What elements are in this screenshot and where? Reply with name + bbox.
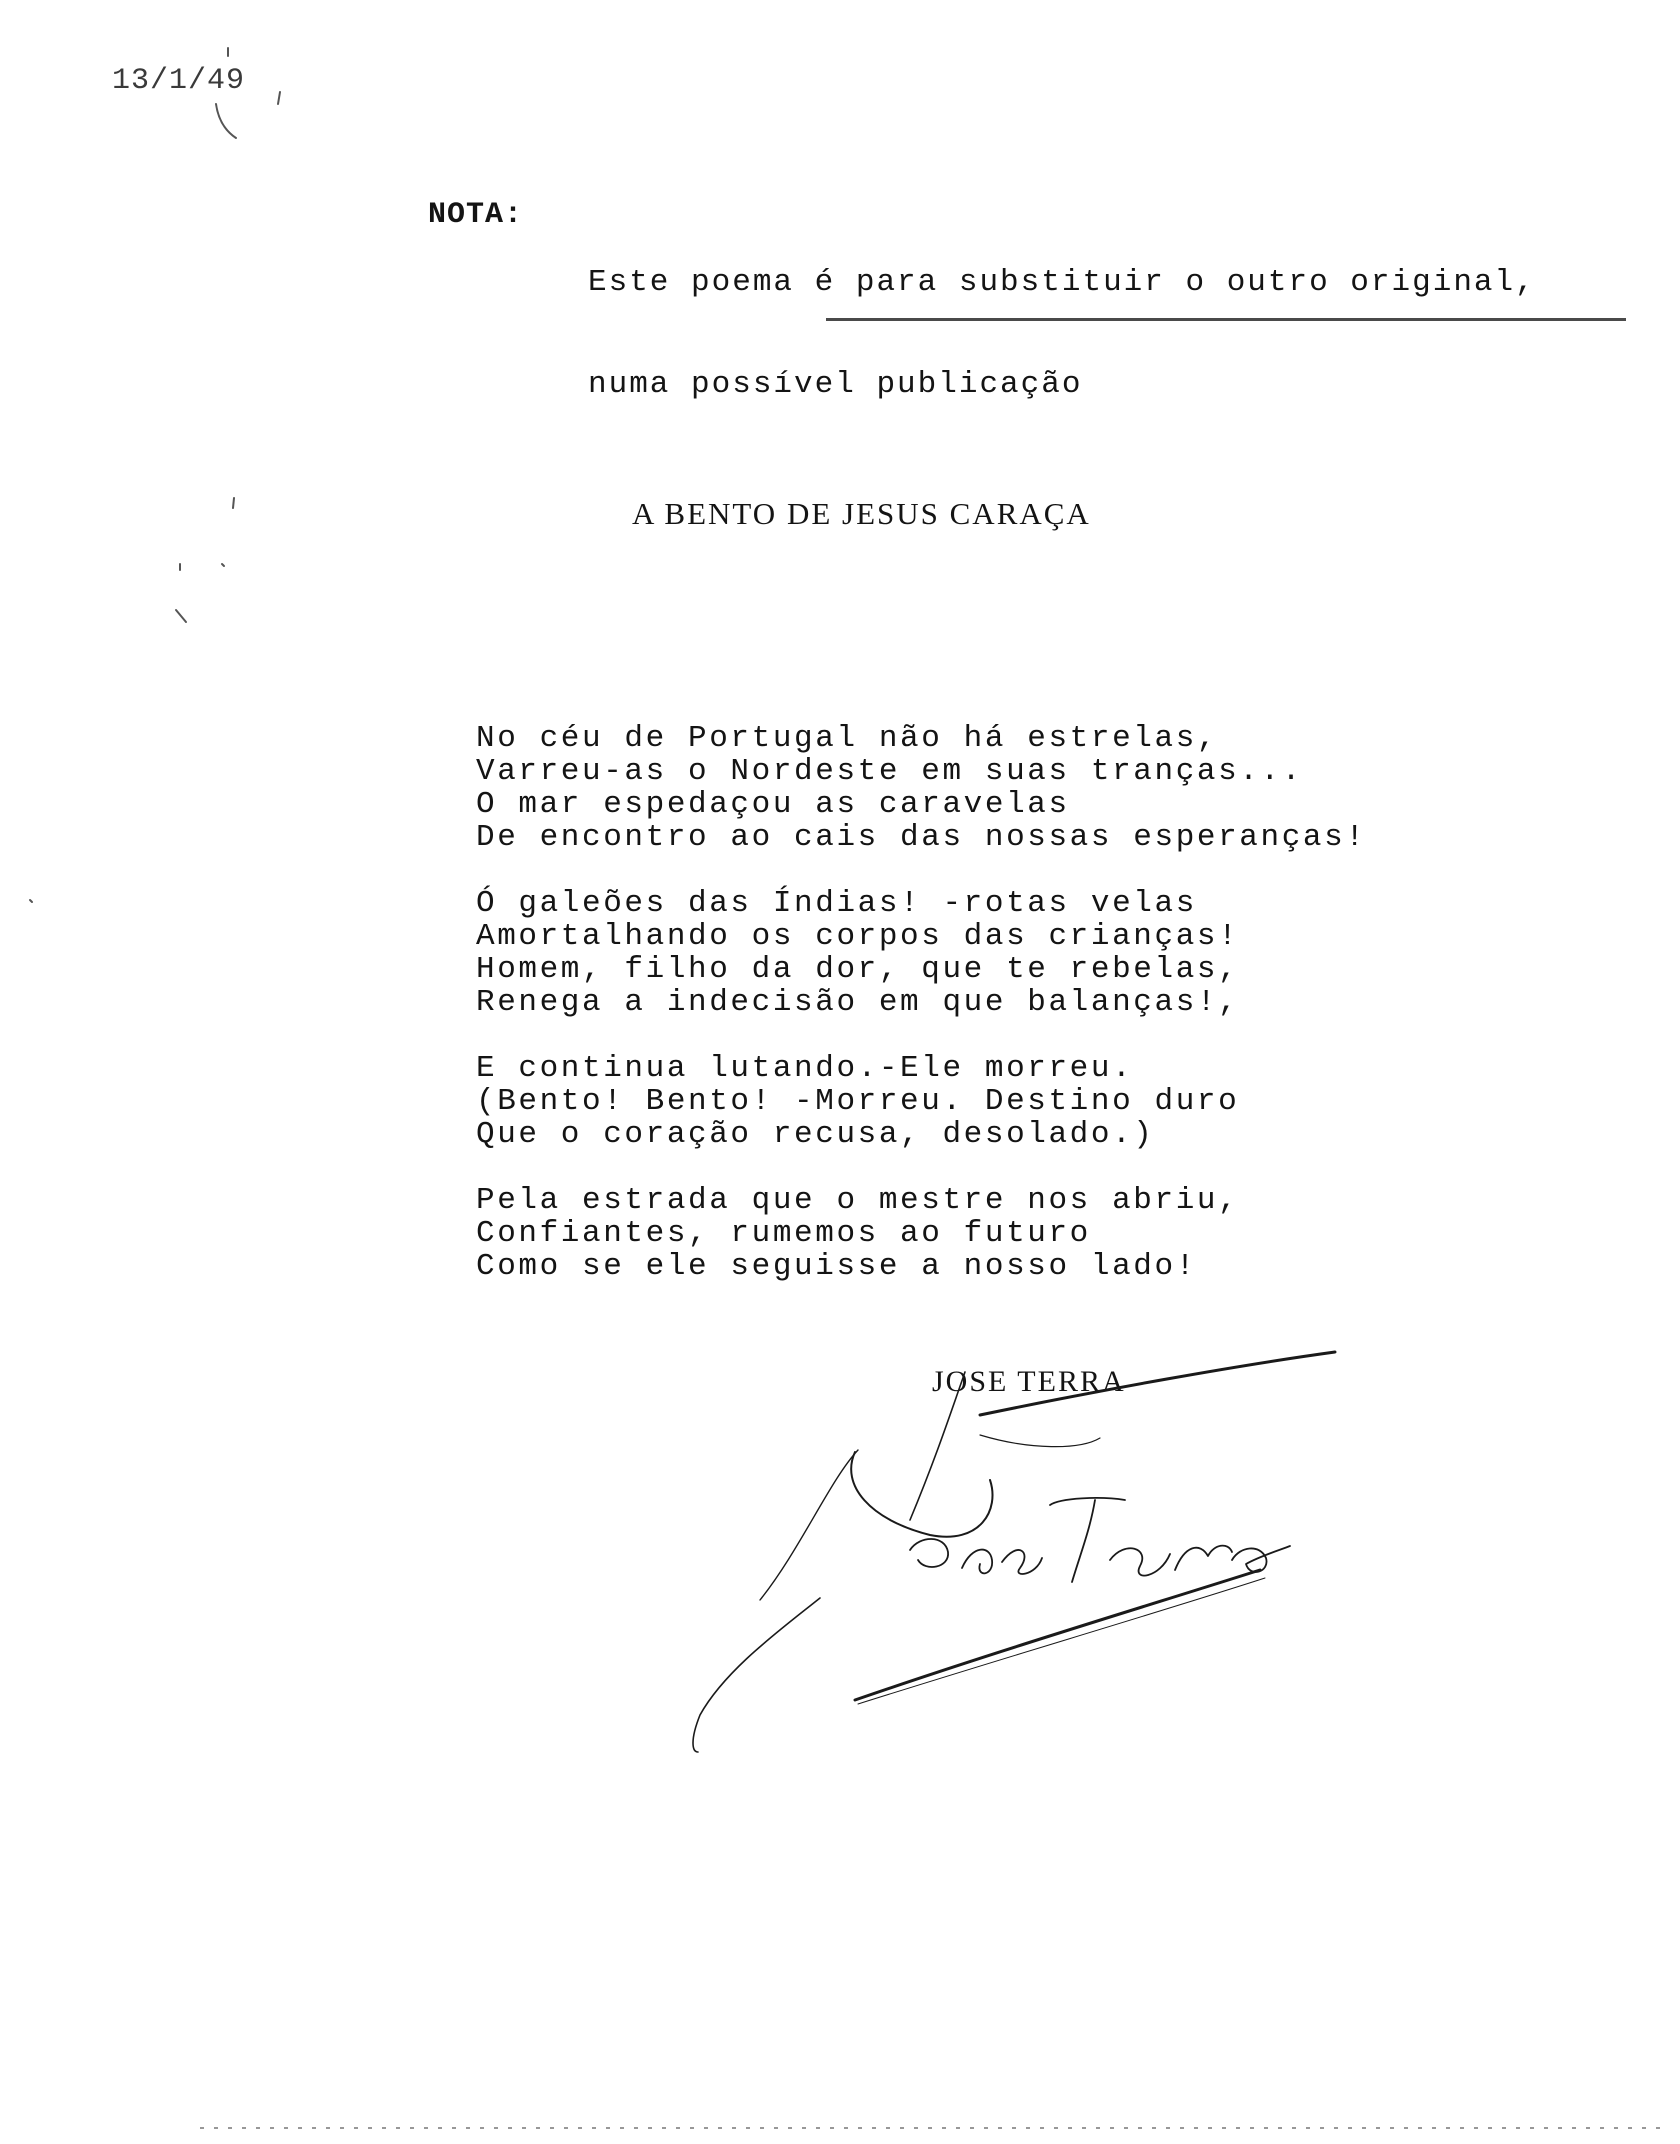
author-name: JOSE TERRA bbox=[932, 1365, 1126, 1398]
poem-line: O mar espedaçou as caravelas bbox=[476, 787, 1070, 822]
poem-line: No céu de Portugal não há estrelas, bbox=[476, 721, 1219, 756]
poem-line: Amortalhando os corpos das crianças! bbox=[476, 919, 1240, 954]
poem-body bbox=[476, 722, 1367, 1316]
poem-line: Confiantes, rumemos ao futuro bbox=[476, 1216, 1091, 1251]
underline-rule bbox=[826, 318, 1626, 321]
poem-stanza bbox=[476, 722, 1367, 854]
note-line: Este poema é para substituir o outro original, bbox=[588, 265, 1536, 300]
poem-stanza bbox=[476, 1184, 1367, 1283]
poem-line: E continua lutando.-Ele morreu. bbox=[476, 1051, 1134, 1086]
poem-line: Que o coração recusa, desolado.) bbox=[476, 1117, 1155, 1152]
note-text bbox=[588, 198, 1536, 470]
poem-line: Renega a indecisão em que balanças!, bbox=[476, 985, 1240, 1020]
poem-stanza bbox=[476, 1052, 1367, 1151]
poem-line: De encontro ao cais das nossas esperanças! bbox=[476, 820, 1367, 855]
poem-line: Pela estrada que o mestre nos abriu, bbox=[476, 1183, 1240, 1218]
handwritten-date: 13/1/49 bbox=[112, 64, 246, 98]
poem-line: Homem, filho da dor, que te rebelas, bbox=[476, 952, 1240, 987]
handwritten-signature bbox=[680, 1320, 1360, 1760]
poem-line: Varreu-as o Nordeste em suas tranças... bbox=[476, 754, 1303, 789]
poem-line: Como se ele seguisse a nosso lado! bbox=[476, 1249, 1197, 1284]
poem-title: A BENTO DE JESUS CARAÇA bbox=[632, 496, 1091, 531]
poem-line: Ó galeões das Índias! -rotas velas bbox=[476, 886, 1197, 921]
poem-line: (Bento! Bento! -Morreu. Destino duro bbox=[476, 1084, 1240, 1119]
note-line: numa possível publicação bbox=[588, 367, 1083, 402]
poem-stanza bbox=[476, 887, 1367, 1019]
note-label: NOTA: bbox=[428, 198, 524, 232]
